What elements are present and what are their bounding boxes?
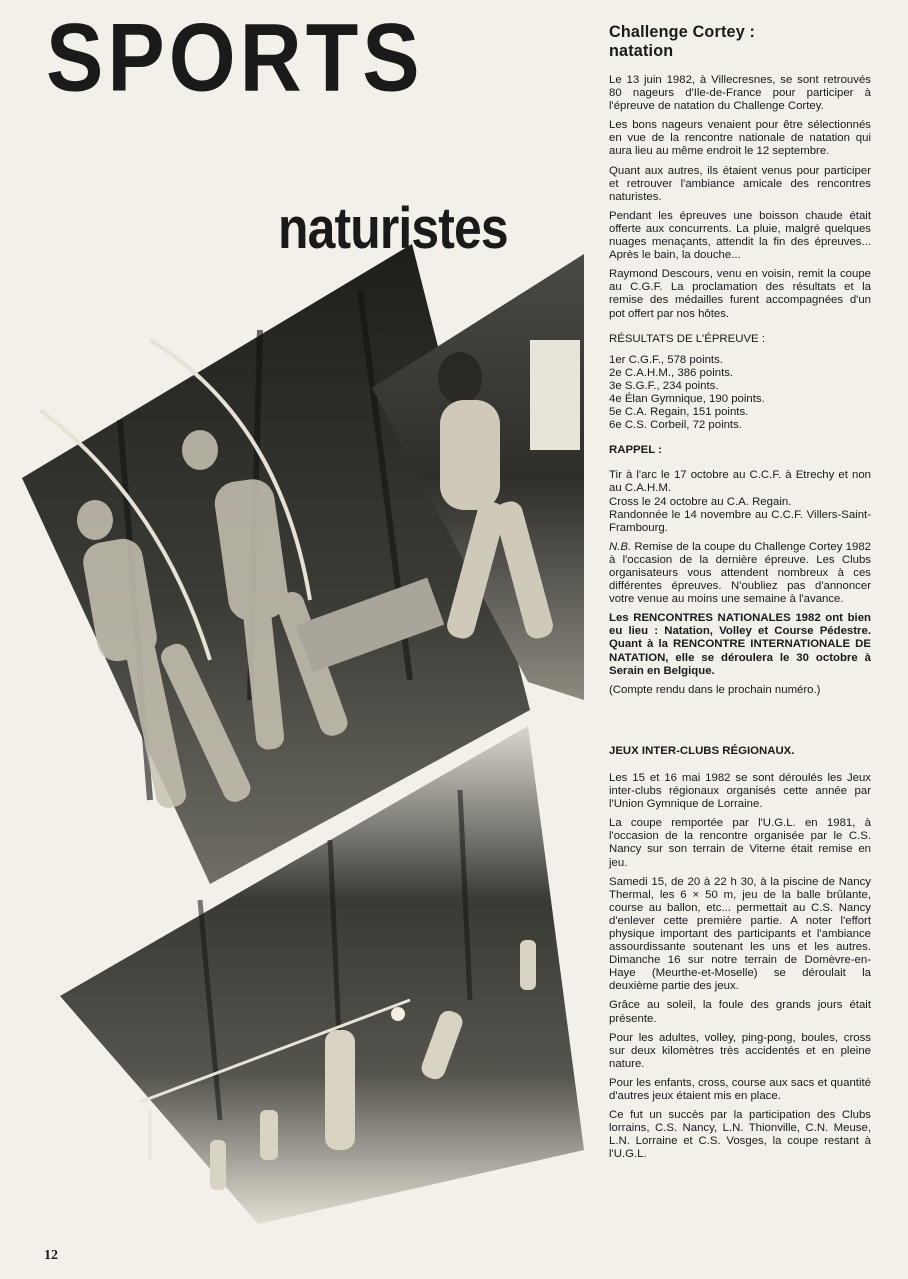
article-title xyxy=(609,22,858,60)
paragraph: Pour les adultes, volley, ping-pong, boules, cross sur deux kilomètres très accidentés et en pleine nature. xyxy=(609,1031,871,1070)
paragraph: Ce fut un succès par la participation des Clubs lorrains, C.S. Nancy, L.N. Thionville, C.N. Meuse, L.N. Lorraine et C.S. Vosges, la coupe restant à l'U.G.L. xyxy=(609,1109,871,1161)
nb-paragraph xyxy=(609,541,871,606)
result-item: 5e C.A. Regain, 151 points. xyxy=(609,406,749,419)
page-number: 12 xyxy=(44,1248,58,1263)
rappel-item: Cross le 24 octobre au C.A. Regain. xyxy=(609,495,792,508)
paragraph: Pendant les épreuves une boisson chaude était offerte aux concurrents. La pluie, malgré quelques nuages menaçants, attendit la fin des épreuves... Après le bain, la douche... xyxy=(609,209,871,262)
result-item: 1er C.G.F., 578 points. xyxy=(609,353,723,366)
result-item: 4e Élan Gymnique, 190 points. xyxy=(609,392,765,405)
nb-text: Remise de la coupe du Challenge Cortey 1982 à l'occasion de la dernière épreuve. Les Clubs organisateurs vous attendent nombreux à ces différentes épreuves. N'oubliez pas d'annoncer votre venue au moins une semaine à l'avance. xyxy=(609,540,871,606)
results-heading: RÉSULTATS DE L'ÉPREUVE : xyxy=(609,332,765,345)
article-column xyxy=(609,22,871,1167)
page-subtitle: naturistes xyxy=(278,196,508,261)
rappel-item: Tir à l'arc le 17 octobre au C.C.F. à Etrechy et non au C.A.H.M. xyxy=(609,469,871,495)
paragraph: Grâce au soleil, la foule des grands jours était présente. xyxy=(609,999,871,1025)
result-item: 6e C.S. Corbeil, 72 points. xyxy=(609,419,742,432)
paragraph: Quant aux autres, ils étaient venus pour participer et retrouver l'ambiance amicale des rencontres naturistes. xyxy=(609,164,871,203)
paragraph: Samedi 15, de 20 à 22 h 30, à la piscine de Nancy Thermal, les 6 × 50 m, jeu de la balle brûlante, course au ballon, etc... permettait au C.S. Nancy d'enlever cette première partie. A noter l'effort physique important des participants et l'ambiance assourdissante soutenant les uns et les autres. Dimanche 16 sur notre terrain de Domèvre-en-Haye (Meurthe-et-Moselle) se déroulait la deuxième partie des jeux. xyxy=(609,875,871,993)
paragraph: Les 15 et 16 mai 1982 se sont déroulés les Jeux inter-clubs régionaux organisés cette année par l'Union Gymnique de Lorraine. xyxy=(609,771,871,811)
paragraph: Le 13 juin 1982, à Villecresnes, se sont retrouvés 80 nageurs d'Ile-de-France pour participer à l'épreuve de natation du Challenge Cortey. xyxy=(609,74,871,113)
compte-rendu: (Compte rendu dans le prochain numéro.) xyxy=(609,683,821,696)
paragraph: La coupe remportée par l'U.G.L. en 1981, à l'occasion de la rencontre organisée par le C.S. Nancy sur son terrain de Viterne était remise en jeu. xyxy=(609,817,871,869)
jeux-heading: JEUX INTER-CLUBS RÉGIONAUX. xyxy=(609,744,795,757)
paragraph: Raymond Descours, venu en voisin, remit la coupe au C.G.F. La proclamation des résultats et la remise des médailles furent accompagnées d'un pot offert par nos hôtes. xyxy=(609,268,871,320)
article-title-line1: Challenge Cortey : xyxy=(609,22,756,41)
rappel-heading: RAPPEL : xyxy=(609,444,662,457)
paragraph: Pour les enfants, cross, course aux sacs et quantité d'autres jeux étaient mis en place. xyxy=(609,1076,871,1102)
rappel-item: Randonnée le 14 novembre au C.C.F. Villers-Saint-Frambourg. xyxy=(609,508,871,534)
result-item: 2e C.A.H.M., 386 points. xyxy=(609,366,734,379)
article-title-line2: natation xyxy=(609,41,674,60)
page-title: SPORTS xyxy=(46,4,424,112)
rencontres-paragraph: Les RENCONTRES NATIONALES 1982 ont bien eu lieu : Natation, Volley et Course Pédestre. Quant à la RENCONTRE INTERNATIONALE DE NATATION, elle se déroulera le 30 octobre à Serain en Belgique. xyxy=(609,612,871,677)
paragraph: Les bons nageurs venaient pour être sélectionnés en vue de la rencontre nationale de natation qui aura lieu au même endroit le 12 septembre. xyxy=(609,119,871,158)
result-item: 3e S.G.F., 234 points. xyxy=(609,379,719,392)
results-list xyxy=(609,354,871,433)
nb-label: N.B. xyxy=(609,540,632,553)
